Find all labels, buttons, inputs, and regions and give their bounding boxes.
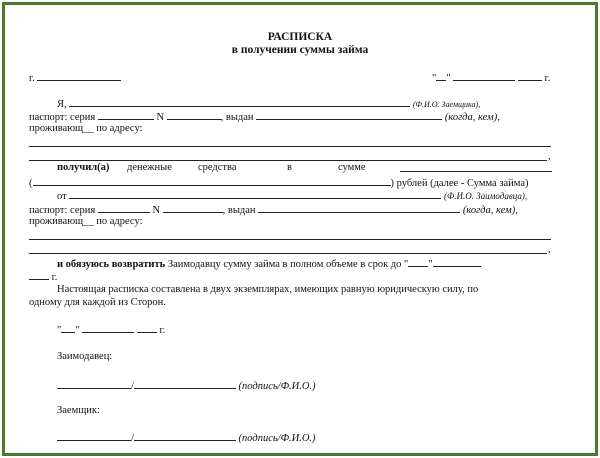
- borrower-signature-row: [57, 431, 316, 445]
- lender-signature-separator: /: [131, 381, 134, 392]
- lender-number-blank[interactable]: [163, 203, 223, 213]
- return-day-blank[interactable]: [408, 257, 428, 267]
- date-quote-close: ": [446, 73, 451, 84]
- document-title: РАСПИСКА: [267, 31, 333, 43]
- amount-digits-blank[interactable]: [400, 162, 552, 172]
- city-field: [29, 71, 121, 85]
- date-field: [432, 71, 550, 85]
- borrower-signature-blank[interactable]: [57, 431, 131, 441]
- return-quote-close: ": [428, 259, 433, 270]
- borrower-address-label: проживающ__ по адресу:: [29, 123, 143, 134]
- lender-series-blank[interactable]: [98, 203, 150, 213]
- lender-address-line-2[interactable]: [29, 253, 547, 254]
- month-blank[interactable]: [453, 71, 515, 81]
- amount-words-blank[interactable]: [33, 176, 391, 186]
- borrower-address-line-2[interactable]: [29, 160, 547, 161]
- signing-day-blank[interactable]: [61, 323, 75, 333]
- borrower-number-blank[interactable]: [167, 110, 221, 120]
- signing-date-row: [57, 323, 165, 337]
- rubles-text: ) рублей (далее - Сумма займа): [390, 178, 529, 189]
- lender-signature-role: Заимодавец:: [57, 351, 113, 362]
- borrower-intro: Я,: [57, 99, 67, 110]
- obligation-bold: и обязуюсь возвратить: [57, 259, 166, 270]
- signing-year-suffix: г.: [159, 325, 166, 336]
- borrower-passport-series-label: паспорт: серия: [29, 112, 96, 123]
- receipt-word-money: денежные: [127, 162, 172, 173]
- signing-month-blank[interactable]: [82, 323, 134, 333]
- borrower-issued-hint: (когда, кем),: [444, 112, 500, 123]
- lender-from-label: от: [57, 191, 67, 202]
- amount-words-row: [29, 176, 528, 190]
- lender-name-blank[interactable]: [69, 189, 441, 199]
- year-suffix: г.: [544, 73, 551, 84]
- date-quote-open: ": [432, 73, 437, 84]
- lender-issued-blank[interactable]: [258, 203, 460, 213]
- return-year-blank[interactable]: [29, 270, 49, 280]
- copies-paragraph-line-2: одному для каждой из Сторон.: [29, 297, 166, 308]
- copies-paragraph-line-1: Настоящая расписка составлена в двух экземплярах, имеющих равную юридическую силу, по: [57, 284, 479, 295]
- signing-quote-close: ": [75, 325, 80, 336]
- return-month-blank[interactable]: [433, 257, 481, 267]
- lender-signature-blank[interactable]: [57, 379, 131, 389]
- borrower-name-blank[interactable]: [69, 97, 410, 107]
- lender-name-hint: (Ф.И.О. Заимодавца),: [443, 191, 528, 201]
- lender-address-label: проживающ__ по адресу:: [29, 216, 143, 227]
- borrower-address-comma: ,: [548, 151, 551, 162]
- receipt-document: [5, 5, 595, 453]
- lender-passport-row: [29, 203, 518, 217]
- borrower-name-hint: (Ф.И.О. Заемщика),: [412, 100, 481, 109]
- borrower-series-blank[interactable]: [98, 110, 154, 120]
- borrower-issued-label: , выдан: [220, 112, 254, 123]
- borrower-address-line-1[interactable]: [29, 146, 551, 147]
- year-blank[interactable]: [518, 71, 542, 81]
- lender-issued-label: , выдан: [222, 205, 256, 216]
- signing-quote-open: ": [57, 325, 62, 336]
- borrower-signature-hint: (подпись/Ф.И.О.): [238, 433, 316, 444]
- borrower-signature-role: Заемщик:: [57, 405, 100, 416]
- receipt-word-amount: сумме: [338, 162, 366, 173]
- lender-address-line-1[interactable]: [29, 239, 551, 240]
- obligation-row: [57, 257, 481, 271]
- lender-name-row: [57, 189, 527, 203]
- signing-year-blank[interactable]: [137, 323, 157, 333]
- lender-fio-blank[interactable]: [134, 379, 236, 389]
- borrower-passport-row: [29, 110, 500, 124]
- borrower-fio-blank[interactable]: [134, 431, 236, 441]
- city-prefix: г.: [29, 73, 35, 84]
- borrower-name-row: [57, 97, 480, 111]
- receipt-word-funds: средства: [198, 162, 237, 173]
- return-year-suffix: г.: [51, 272, 58, 283]
- lender-issued-hint: (когда, кем),: [462, 205, 518, 216]
- document-frame: [2, 2, 598, 456]
- lender-signature-row: [57, 379, 316, 393]
- receipt-word-in: в: [287, 162, 292, 173]
- lender-number-label: N: [152, 205, 161, 216]
- lender-signature-hint: (подпись/Ф.И.О.): [238, 381, 316, 392]
- borrower-signature-separator: /: [131, 433, 134, 444]
- paren-open: (: [29, 178, 33, 189]
- return-year-row: [29, 270, 57, 284]
- day-blank[interactable]: [436, 71, 446, 81]
- borrower-issued-blank[interactable]: [256, 110, 442, 120]
- obligation-text: Заимодавцу сумму займа в полном объеме в срок до ": [165, 259, 409, 270]
- receipt-row: [57, 162, 551, 174]
- borrower-number-label: N: [156, 112, 165, 123]
- city-blank[interactable]: [37, 71, 121, 81]
- lender-passport-series-label: паспорт: серия: [29, 205, 96, 216]
- lender-address-comma: ,: [548, 244, 551, 255]
- document-subtitle: в получении суммы займа: [231, 44, 369, 56]
- received-bold: получил(а): [57, 162, 110, 173]
